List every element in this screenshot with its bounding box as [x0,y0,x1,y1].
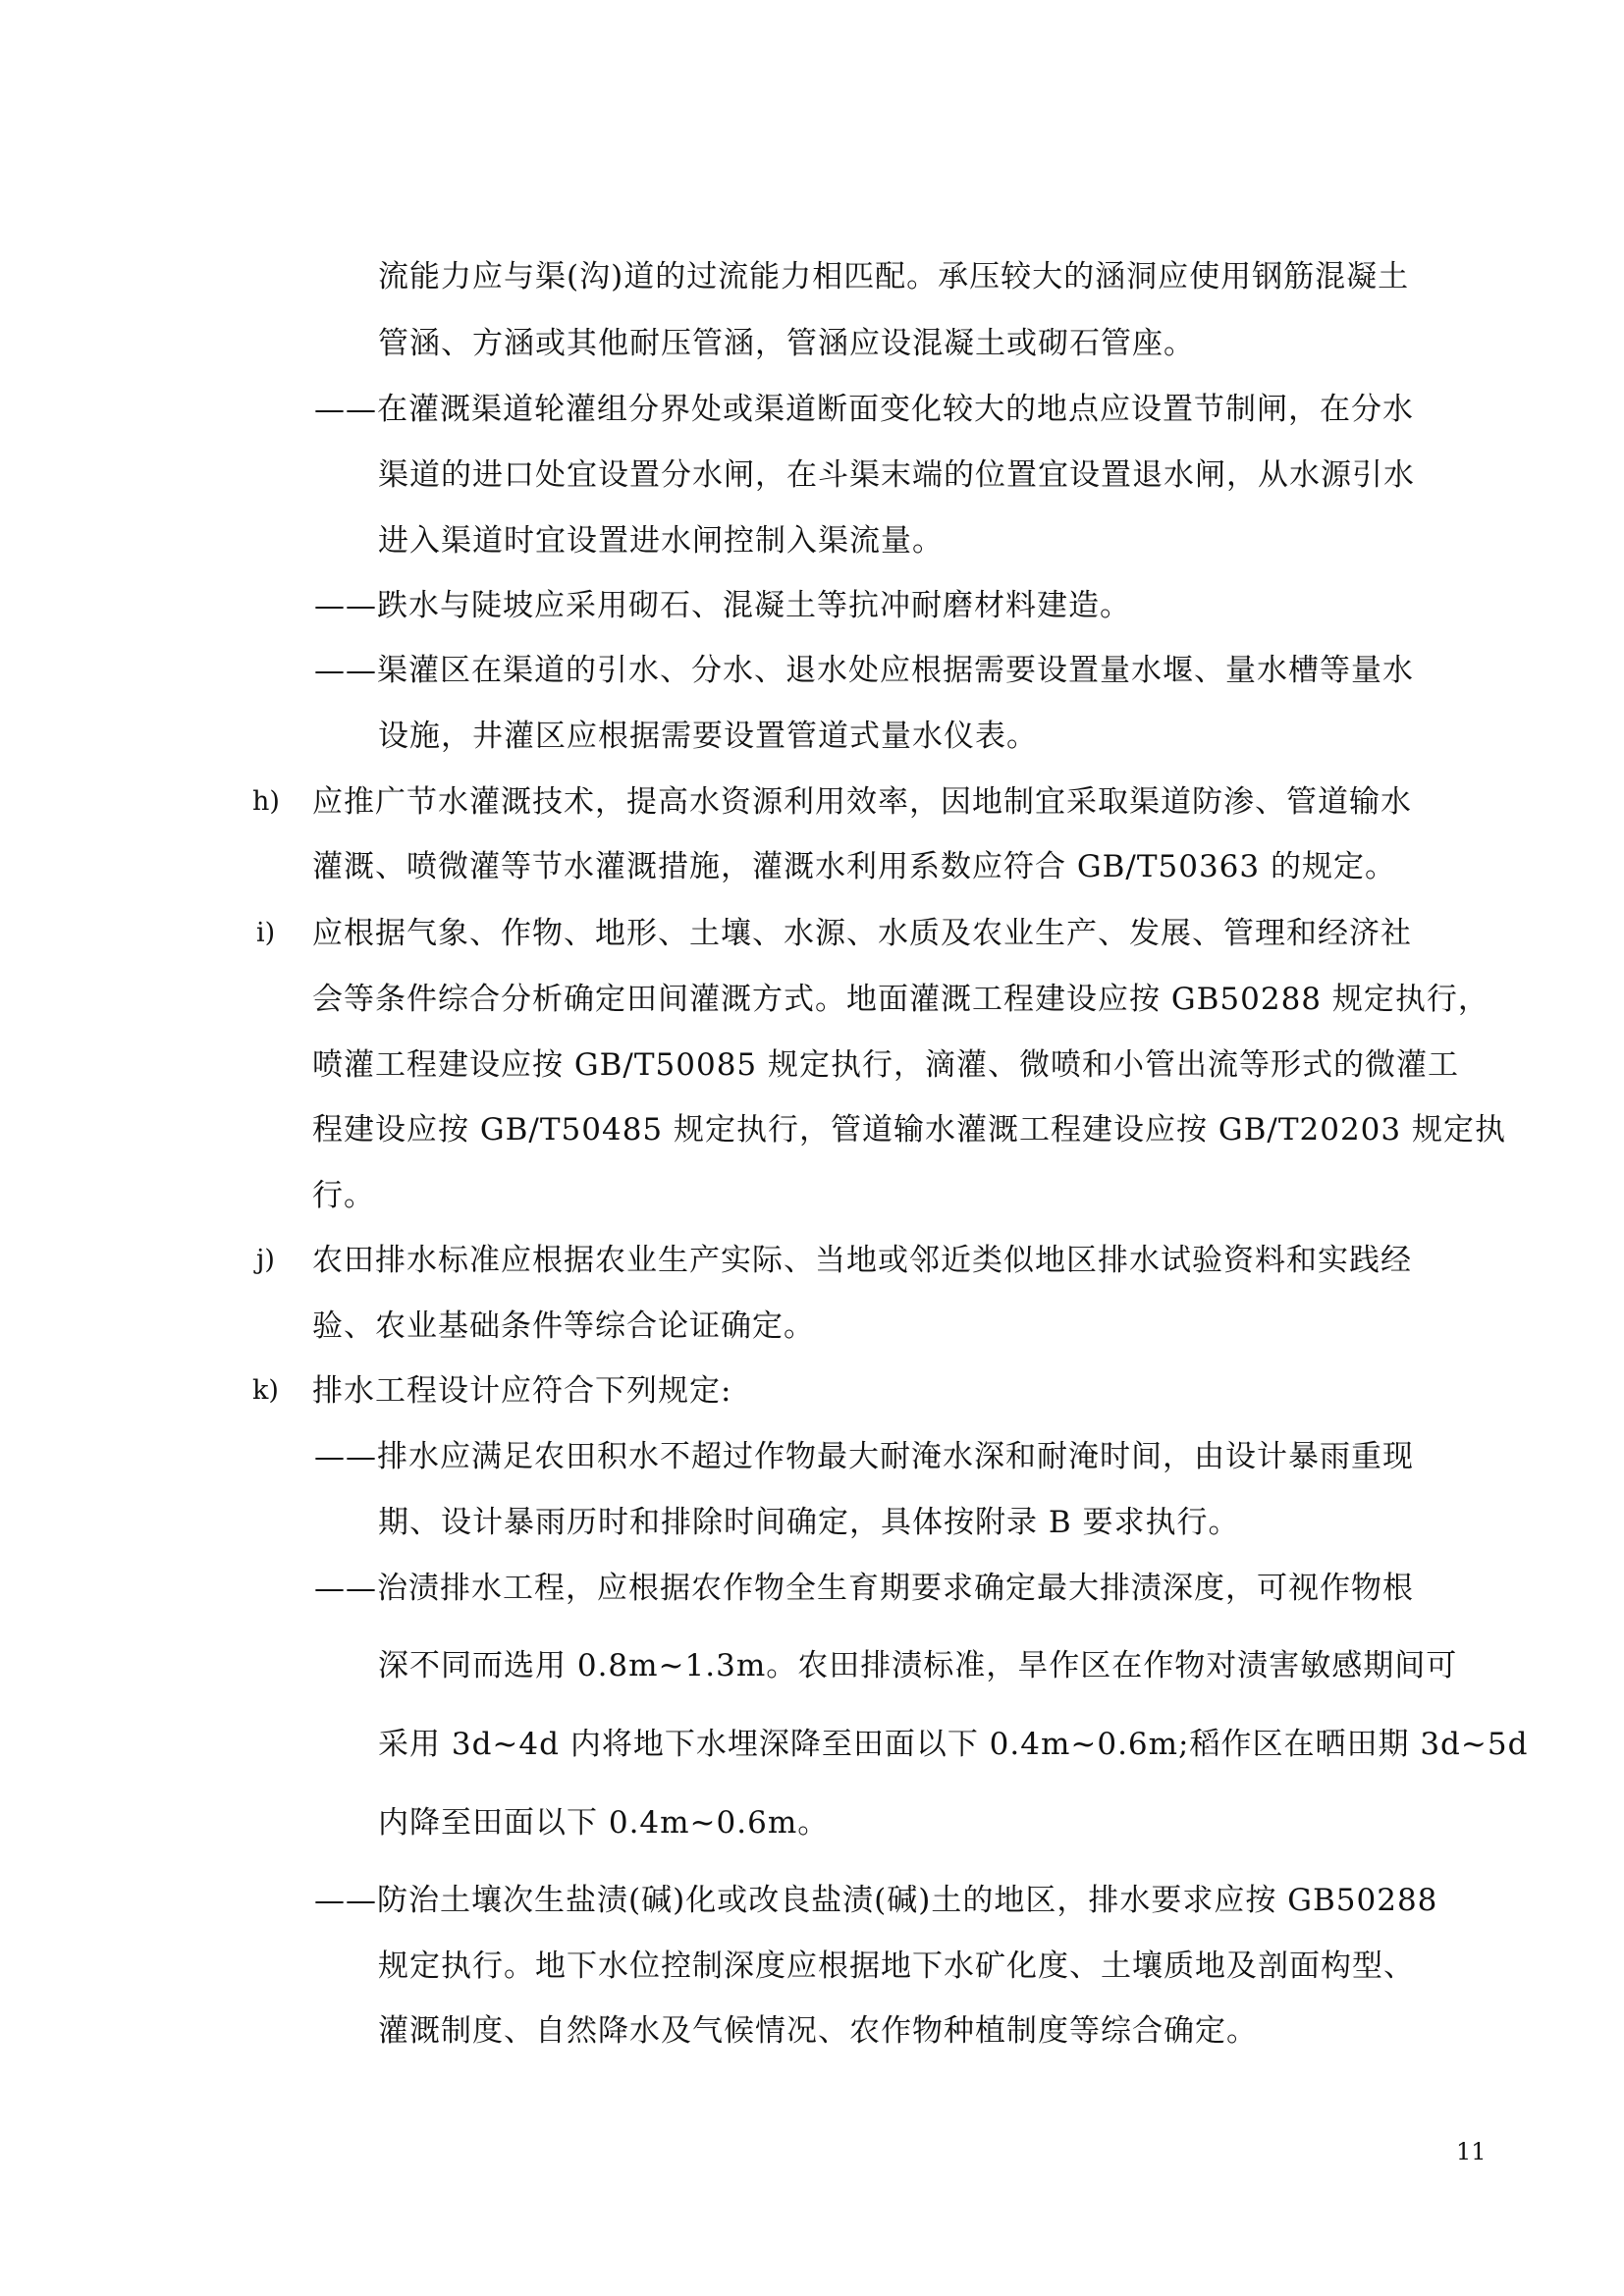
list-item-j: 农田排水标准应根据农业生产实际、当地或邻近类似地区排水试验资料和实践经 [312,1243,1412,1278]
text-line: 规定执行。地下水位控制深度应根据地下水矿化度、土壤质地及剖面构型、 [378,1949,1415,1984]
text-line: 喷灌工程建设应按 GB/T50085 规定执行，滴灌、微喷和小管出流等形式的微灌工 [312,1047,1459,1083]
text-line: 行。 [312,1178,375,1213]
text-line: 内降至田面以下 0.4m~0.6m。 [378,1805,830,1841]
dash-item-salinity: ——防治土壤次生盐渍(碱)化或改良盐渍(碱)土的地区，排水要求应按 GB50288 [314,1883,1438,1918]
list-label-h: h) [252,786,280,817]
list-item-k: 排水工程设计应符合下列规定: [312,1373,732,1409]
text-line: 程建设应按 GB/T50485 规定执行，管道输水灌溉工程建设应按 GB/T20203 规定执 [312,1112,1506,1148]
list-item-i: 应根据气象、作物、地形、土壤、水源、水质及农业生产、发展、管理和经济社 [312,916,1412,951]
text-line: 采用 3d~4d 内将地下水埋深降至田面以下 0.4m~0.6m;稻作区在晒田期 3d~5d [378,1727,1529,1762]
text-line: 期、设计暴雨历时和排除时间确定，具体按附录 B 要求执行。 [378,1505,1240,1540]
dash-item-gates: ——在灌溉渠道轮灌组分界处或渠道断面变化较大的地点应设置节制闸，在分水 [314,392,1414,427]
text-line: 进入渠道时宜设置进水闸控制入渠流量。 [378,523,944,559]
text-line: 灌溉制度、自然降水及气候情况、农作物种植制度等综合确定。 [378,2013,1258,2049]
dash-item-flood: ——排水应满足农田积水不超过作物最大耐淹水深和耐淹时间，由设计暴雨重现 [314,1439,1414,1474]
text-line: 深不同而选用 0.8m~1.3m。农田排渍标准，旱作区在作物对渍害敏感期间可 [378,1648,1458,1683]
text-line: 渠道的进口处宜设置分水闸，在斗渠末端的位置宜设置退水闸，从水源引水 [378,457,1415,493]
text-line: 管涵、方涵或其他耐压管涵，管涵应设混凝土或砌石管座。 [378,326,1195,361]
list-item-h: 应推广节水灌溉技术，提高水资源利用效率，因地制宜采取渠道防渗、管道输水 [312,784,1412,820]
page-number: 11 [1456,2138,1487,2165]
dash-item-measure: ——渠灌区在渠道的引水、分水、退水处应根据需要设置量水堰、量水槽等量水 [314,653,1414,688]
list-label-k: k) [252,1375,279,1406]
dash-item-waterlog: ——治渍排水工程，应根据农作物全生育期要求确定最大排渍深度，可视作物根 [314,1571,1414,1606]
dash-item-drop: ——跌水与陡坡应采用砌石、混凝土等抗冲耐磨材料建造。 [314,588,1131,623]
text-line: 验、农业基础条件等综合论证确定。 [312,1308,815,1344]
list-label-j: j) [256,1245,275,1275]
text-line: 会等条件综合分析确定田间灌溉方式。地面灌溉工程建设应按 GB50288 规定执行， [312,982,1489,1017]
text-line: 灌溉、喷微灌等节水灌溉措施，灌溉水利用系数应符合 GB/T50363 的规定。 [312,849,1396,884]
text-line: 设施，井灌区应根据需要设置管道式量水仪表。 [378,719,1038,754]
list-label-i: i) [256,918,276,948]
text-line: 流能力应与渠(沟)道的过流能力相匹配。承压较大的涵洞应使用钢筋混凝土 [378,259,1410,294]
